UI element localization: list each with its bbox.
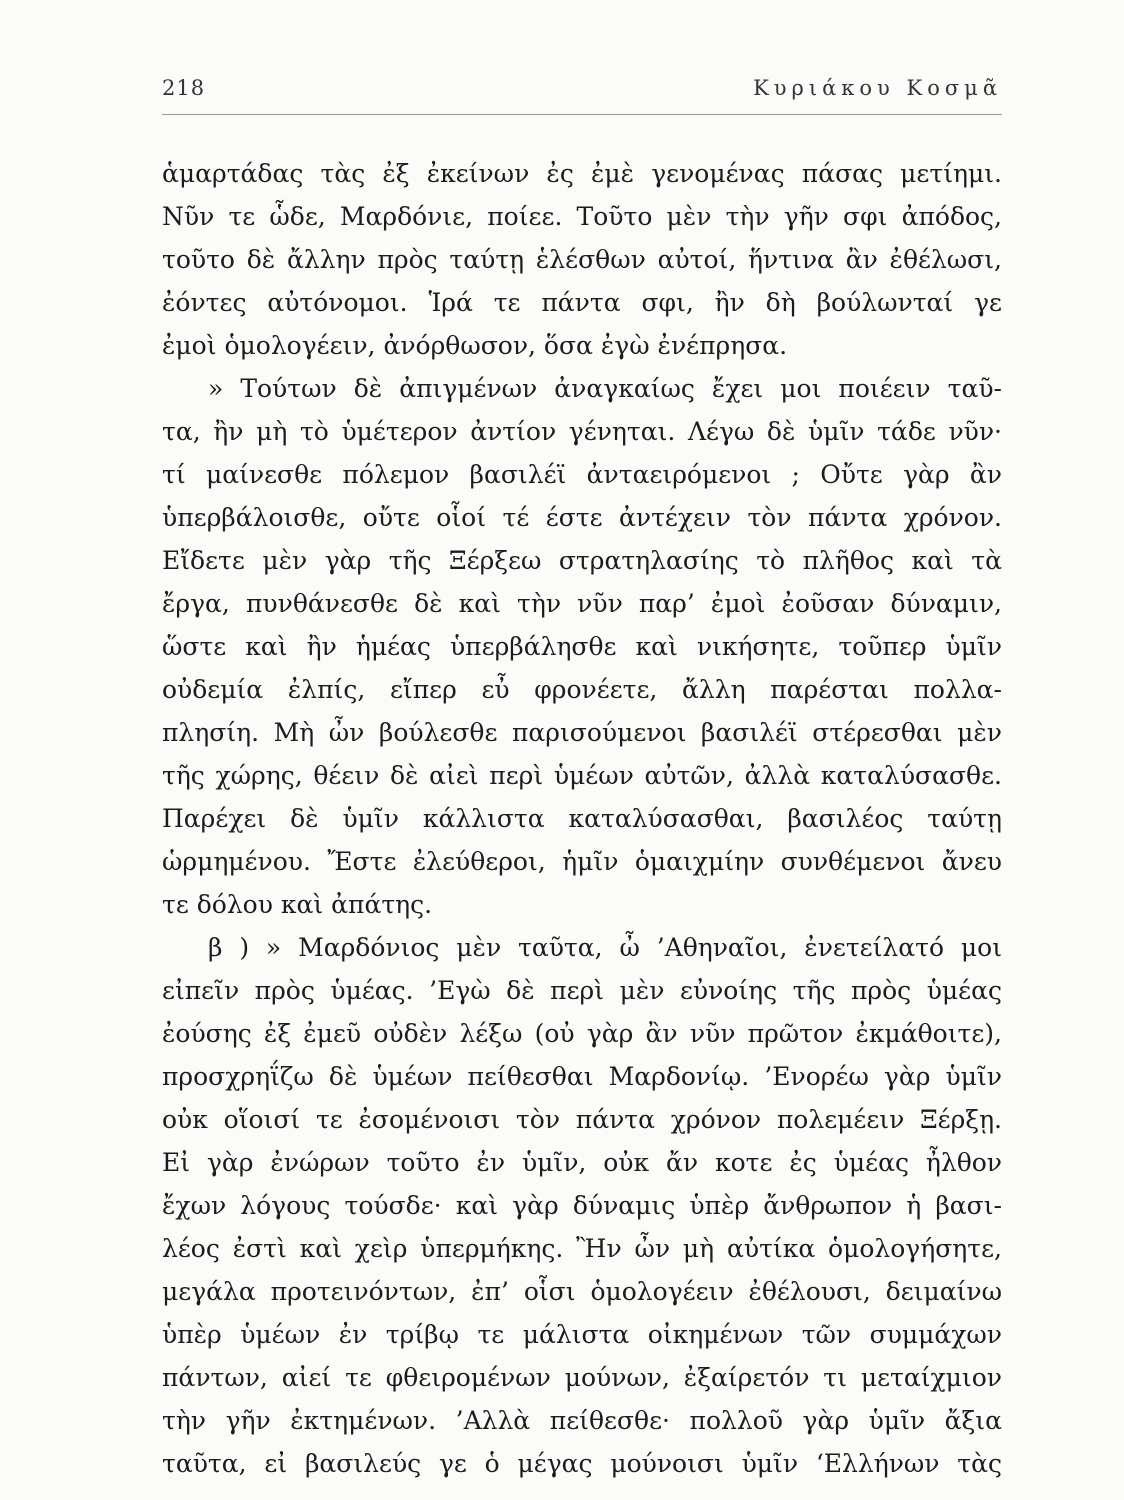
text-line: ὡρμημένου. Ἔστε ἐλεύθεροι, ἡμῖν ὁμαιχμίην συνθέμενοι ἄνευ [162,847,1002,876]
text-line: ἔχων λόγους τούσδε· καὶ γὰρ δύναμις ὑπὲρ ἄνθρωπον ἡ βασι- [162,1191,1002,1220]
text-line: οὐδεμία ἐλπίς, εἴπερ εὖ φρονέετε, ἄλλη παρέσται πολλα- [162,675,1002,704]
text-line: τὴν γῆν ἐκτημένων. ’Αλλὰ πείθεσθε· πολλοῦ γὰρ ὑμῖν ἄξια [162,1406,1002,1435]
header-rule [162,114,1002,115]
text-line: οὐκ οἵοισί τε ἐσομένοισι τὸν πάντα χρόνον πολεμέειν Ξέρξῃ. [162,1105,1002,1134]
page-number: 218 [162,76,206,100]
text-line: ὥστε καὶ ἢν ἡμέας ὑπερβάλησθε καὶ νικήσητε, τοῦπερ ὑμῖν [162,632,1002,661]
text-line: πάντων, αἰεί τε φθειρομένων μούνων, ἐξαίρετόν τι μεταίχμιον [162,1363,1002,1392]
text-line: μεγάλα προτεινόντων, ἐπ’ οἷσι ὁμολογέειν ἐθέλουσι, δειμαίνω [162,1277,1002,1306]
text-line: Παρέχει δὲ ὑμῖν κάλλιστα καταλύσασθαι, βασιλέος ταύτῃ [162,804,1002,833]
text-line: προσχρηΐζω δὲ ὑμέων πείθεσθαι Μαρδονίῳ. ’Ενορέω γὰρ ὑμῖν [162,1062,1002,1091]
text-line: ταῦτα, εἰ βασιλεύς γε ὁ μέγας μούνοισι ὑμῖν ‘Ελλήνων τὰς [162,1449,1002,1478]
page-header [162,76,1002,102]
text-line: ἐμοὶ ὁμολογέειν, ἀνόρθωσον, ὅσα ἐγὼ ἐνέπρησα. [162,331,788,360]
text-line: πλησίη. Μὴ ὦν βούλεσθε παρισούμενοι βασιλέϊ στέρεσθαι μὲν [162,718,1002,747]
text-line: τοῦτο δὲ ἄλλην πρὸς ταύτῃ ἑλέσθων αὐτοί, ἥντινα ἂν ἐθέλωσι, [162,245,1002,274]
text-line: τί μαίνεσθε πόλεμον βασιλέϊ ἀνταειρόμενοι ; Οὔτε γὰρ ἂν [162,460,1002,489]
text-line: τα, ἢν μὴ τὸ ὑμέτερον ἀντίον γένηται. Λέγω δὲ ὑμῖν τάδε νῦν· [162,417,1002,446]
text-line: ἔργα, πυνθάνεσθε δὲ καὶ τὴν νῦν παρ’ ἐμοὶ ἐοῦσαν δύναμιν, [162,589,1002,618]
text-line: λέος ἐστὶ καὶ χεὶρ ὑπερμήκης. Ἢν ὦν μὴ αὐτίκα ὁμολογήσητε, [162,1234,1002,1263]
text-line: ἐόντες αὐτόνομοι. Ἱρά τε πάντα σφι, ἢν δὴ βούλωνταί γε [162,288,1002,317]
text-line: τε δόλου καὶ ἀπάτης. [162,890,433,919]
text-line: Εἴδετε μὲν γὰρ τῆς Ξέρξεω στρατηλασίης τὸ πλῆθος καὶ τὰ [162,546,1002,575]
text-line: ἐούσης ἐξ ἐμεῦ οὐδὲν λέξω (οὐ γὰρ ἂν νῦν πρῶτον ἐκμάθοιτε), [162,1019,1002,1048]
text-line: Εἰ γὰρ ἐνώρων τοῦτο ἐν ὑμῖν, οὐκ ἄν κοτε ἐς ὑμέας ἦλθον [162,1148,1002,1177]
body-text [162,152,1002,1485]
text-line: ὑπὲρ ὑμέων ἐν τρίβῳ τε μάλιστα οἰκημένων τῶν συμμάχων [162,1320,1002,1349]
text-line: ἁμαρτάδας τὰς ἐξ ἐκείνων ἐς ἐμὲ γενομένας πάσας μετίημι. [162,159,1002,188]
book-page [162,0,1002,1500]
text-line: Νῦν τε ὧδε, Μαρδόνιε, ποίεε. Τοῦτο μὲν τὴν γῆν σφι ἀπόδος, [162,202,1002,231]
running-head: Κυριάκου Κοσμᾶ [753,76,1002,100]
text-line: ὑπερβάλοισθε, οὔτε οἷοί τέ έστε ἀντέχειν τὸν πάντα χρόνον. [162,503,1002,532]
text-line: τῆς χώρης, θέειν δὲ αἰεὶ περὶ ὑμέων αὐτῶν, ἀλλὰ καταλύσασθε. [162,761,1002,790]
paragraph-start-line: » Τούτων δὲ ἀπιγμένων ἀναγκαίως ἔχει μοι ποιέειν ταῦ- [208,374,1002,403]
text-line: εἰπεῖν πρὸς ὑμέας. ’Εγὼ δὲ περὶ μὲν εὐνοίης τῆς πρὸς ὑμέας [162,976,1002,1005]
paragraph-start-line: β ) » Μαρδόνιος μὲν ταῦτα, ὦ ’Αθηναῖοι, ἐνετείλατό μοι [208,933,1002,962]
